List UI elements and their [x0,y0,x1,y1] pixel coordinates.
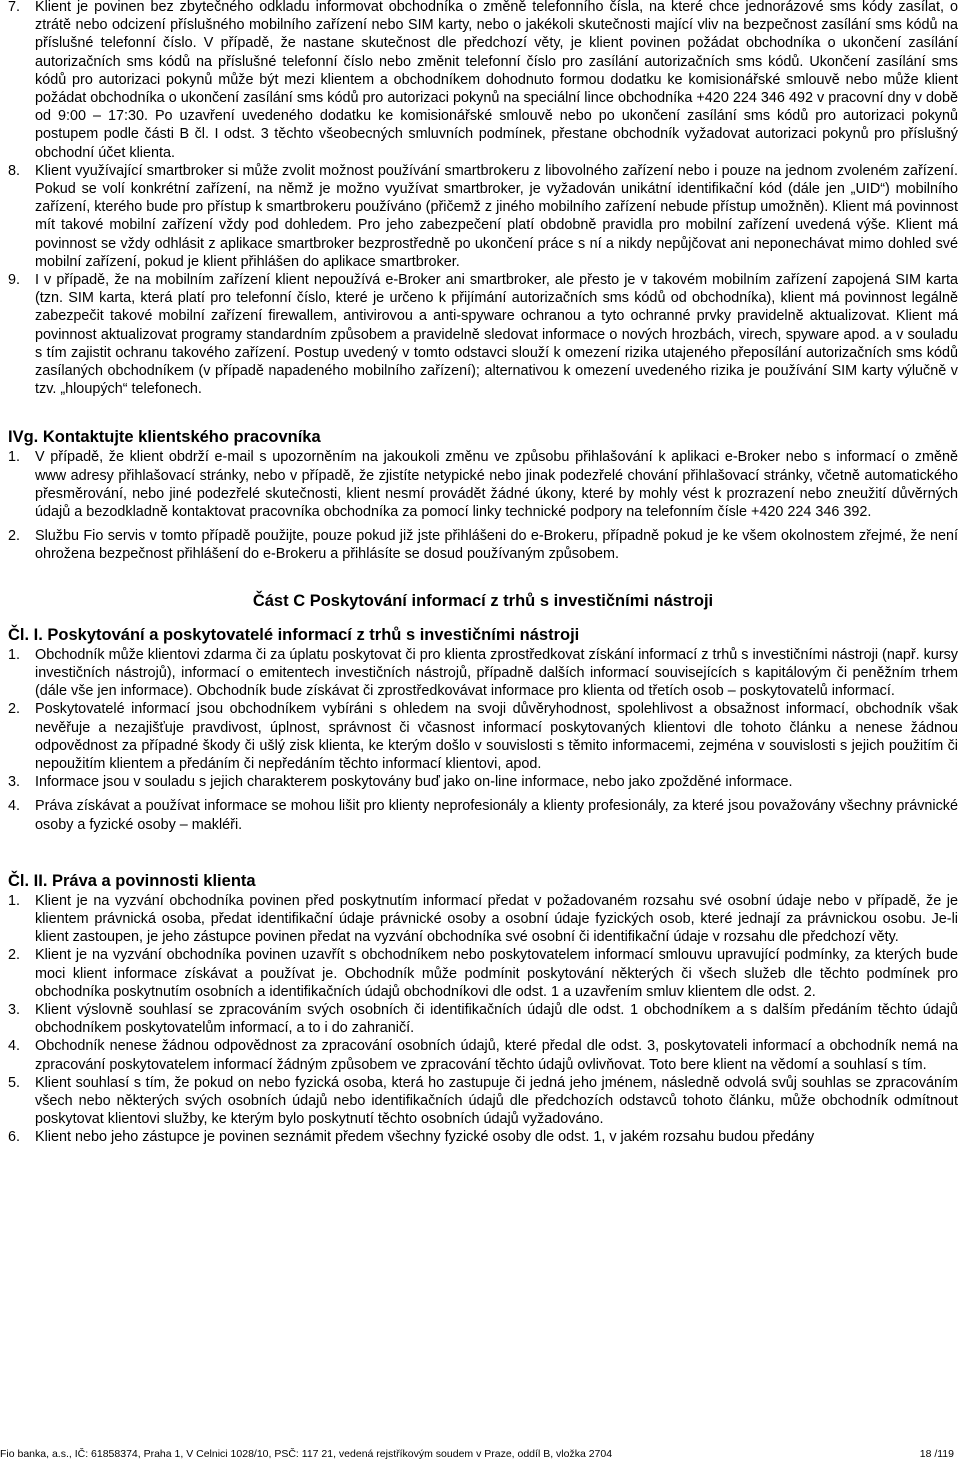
item-text: Klient výslovně souhlasí se zpracováním svých osobních či identifikačních údajů dle odst. 1 obchodníkem a s dalším předáním těchto údajů obchodníkem poskytovatelům informací, a to i do zahraničí. [35,1001,958,1037]
item-number: 6. [8,1129,21,1146]
list-item [8,1074,958,1129]
page-number: 18 /119 [919,1448,954,1460]
list-item [8,448,958,521]
section-c1-items [8,646,958,834]
item-number: 4. [8,1038,21,1055]
list-item [8,946,958,1001]
item-text: Obchodník může klientovi zdarma či za úplatu poskytovat či pro klienta zprostředkovat získání informací z trhů s investičními nástroji (např. kursy investičních nástrojů), informací o emitentech investičních nástrojů, případně dalších informací souvisejících s kapitálovým či peněžním trhem (dále vše jen informace). Obchodník bude získávat či zprostředkovávat informace pro klienta od třetích osob – poskytovatelů informací. [35,646,958,700]
item-text: Informace jsou v souladu s jejich charakterem poskytovány buď jako on-line informace, nebo jako zpožděné informace. [35,774,793,791]
list-item [8,162,958,271]
item-text: I v případě, že na mobilním zařízení klient nepoužívá e-Broker ani smartbroker, ale přesto je v takovém mobilním zařízení zapojená SIM karta (tzn. SIM karta, která platí pro telefonní číslo, které je určeno k přijímání autorizačních sms kódů od obchodníka), klient má povinnost legálně zabezpečit takové mobilní zařízení firewallem, antivirovou a anti-spyware ochranou a tyto ochranné prvky pravidelně aktualizovat. Klient má povinnost aktualizovat programy standardním způsobem a pravidelně sledovat informace o nových hrozbách, virech, spyware apod. a v souladu s tím zajistit ochranu takového zařízení. Postup uvedený v tomto odstavci slouží k omezení rizika utajeného přeposílání autorizačních sms kódů zasílaných obchodníkem (v případě napadeného mobilního zařízení); alternativou k omezení uvedeného rizika je používání SIM karty výlučně v tzv. „hloupých“ telefonech. [35,272,958,398]
section-c1-heading: Čl. I. Poskytování a poskytovatelé informací z trhů s investičními nástroji [8,625,580,644]
list-item [8,773,958,791]
item-number: 5. [8,1074,21,1091]
item-text: Klient je povinen bez zbytečného odkladu informovat obchodníka o změně telefonního čísla, na které chce jednorázové sms kódy zasílat, o ztrátě nebo odcizení příslušného mobilního zařízení nebo SIM karty, nebo o jakékoli skutečnosti mající vliv na bezpečnost zasílání sms kódů na příslušné telefonní číslo. V případě, že nastane skutečnost dle předchozí věty, je klient povinen požádat obchodníka o ukončení zasílání autorizačních sms kódů na příslušné telefonní číslo nebo změnit telefonní číslo pro zasílání autorizačních sms kódů. Ukončení zasílání sms kódů pro autorizaci pokynů může být mezi klientem a obchodníkem dohodnuto formou dodatku ke komisionářské smlouvě nebo může klient požádat obchodníka o ukončení zasílání sms kódů pro autorizaci pokynů na speciální lince obchodníka +420 224 346 492 v pracovní dny v době od 9:00 – 17:30. Po uzavření uvedeného dodatku ke komisionářské smlouvě nebo po ukončení zasílání sms kódů pro autorizaci pokynů postupem podle části B čl. I odst. 3 těchto všeobecných smluvních podmínek, přestane obchodník vyžadovat autorizaci pokynů pro příslušný obchodní účet klienta. [35,0,958,161]
item-text: Obchodník nenese žádnou odpovědnost za zpracování osobních údajů, které předal dle odst. 3, poskytovateli informací a obchodník nemá na zpracování poskytovatelem informací žádným způsobem ve zpracování těchto údajů ovlivňovat. Toto bere klient na vědomí a souhlasí s tím. [35,1038,958,1073]
item-number: 2. [8,947,21,964]
list-item [8,892,958,947]
list-item [8,1037,958,1073]
item-number: 1. [8,646,21,663]
list-item [8,527,958,563]
item-number: 7. [8,0,21,15]
list-item [8,271,958,398]
list-item [8,0,958,162]
section-ivg-items [8,448,958,563]
item-text: Klient souhlasí s tím, že pokud on nebo fyzická osoba, která ho zastupuje či jedná jeho jménem, následně odvolá svůj souhlas se zpracováním všech nebo některých svých osobních údajů nebo identifikačních údajů dle předchozích odstavců tohoto článku, může obchodník odmítnout poskytovat klientovi služby, ke kterým bylo poskytnutí těchto osobních údajů vyžadováno. [35,1074,958,1128]
item-text: Klient využívající smartbroker si může zvolit možnost používání smartbrokeru z libovolného zařízení nebo i pouze na jednom zvoleném zařízení. Pokud se volí konkrétní zařízení, na němž je možno využívat smartbroker, je vyžadován unikátní identifikační kód (dále jen „UID“) mobilního zařízení, kterého bude pro přístup k smartbrokeru používáno (přičemž z jiného mobilního zařízení nebude přístup umožněn). Klient má povinnost mít takové mobilní zařízení vždy pod dohledem. Pro jeho zabezpečení platí obdobně pravidla pro mobilní zařízení uvedená výše. Klient má povinnost se vždy odhlásit z aplikace smartbroker bezprostředně po ukončení práce s ní a nikdy nepůjčovat ani neponechávat mimo dohled své mobilní zařízení, pokud je klient přihlášen do aplikace smartbroker. [35,162,958,270]
item-number: 8. [8,162,21,179]
list-item [8,1001,958,1037]
footer-company-info: Fio banka, a.s., IČ: 61858374, Praha 1, V Celnici 1028/10, PSČ: 117 21, vedená rejstříkovým soudem v Praze, oddíl B, vložka 2704 [0,1448,613,1460]
item-text: Službu Fio servis v tomto případě použijte, pouze pokud již jste přihlášeni do e-Brokeru, případně pokud je ke všem okolnostem zřejmé, že není ohrožena bezpečnost přihlášení do e-Brokeru a přihlásíte se dosud používaným způsobem. [35,528,958,563]
item-text: V případě, že klient obdrží e-mail s upozorněním na jakoukoli změnu ve způsobu přihlašování k aplikaci e-Broker nebo s informací o změně www adresy přihlašovací stránky, nebo v případě, že zjistíte netypické nebo jinak podezřelé chování přihlašovací stránky, včetně automatického přesměrování, nebo jiné podezřelé skutečnosti, klient nesmí provádět žádné úkony, které by mohly vést k prozrazení nebo zneužití důvěrných údajů a bezodkladně kontaktovat pracovníka obchodníka za pomocí linky technické podpory na telefonním čísle +420 224 346 392. [35,449,958,521]
section-iv-items [8,0,958,398]
page-content [8,0,958,1147]
item-number: 1. [8,892,21,909]
part-c-heading: Část C Poskytování informací z trhů s investičními nástroji [252,591,714,610]
item-text: Klient je na vyzvání obchodníka povinen před poskytnutím informací předat v požadovaném rozsahu své osobní údaje nebo v případě, že je klientem právnická osoba, předat identifikační údaje právnické osoby a osobní údaje fyzických osob, které jednají za právnickou osobu. Je-li klient zastoupen, je jeho zástupce povinen předat na vyzvání obchodníka své osobní či identifikační údaje v rozsahu dle předchozí věty. [35,892,958,946]
item-text: Práva získávat a používat informace se mohou lišit pro klienty neprofesionály a klienty profesionály, za které jsou považovány všechny právnické osoby a fyzické osoby – makléři. [35,798,958,833]
item-number: 1. [8,449,21,466]
item-text: Klient nebo jeho zástupce je povinen seznámit předem všechny fyzické osoby dle odst. 1, v jakém rozsahu budou předány [35,1129,815,1146]
item-text: Poskytovatelé informací jsou obchodníkem vybíráni s ohledem na svoji důvěryhodnost, spolehlivost a obsažnost informací, obchodník však nevěřuje a nezajišťuje pravdivost, úplnost, správnost či včasnost informací poskytovaných klientovi dle tohoto článku a nenese žádnou odpovědnost za případné škody či ušlý zisk klienta, ke kterým došlo v souvislosti s těmito informacemi, zejména v souvislosti s jejich použitím či nepoužitím klientem a předáním či nepředáním těchto informací klientovi, apod. [35,701,958,772]
section-ivg-heading: IVg. Kontaktujte klientského pracovníka [8,428,321,447]
list-item [8,700,958,773]
list-item [8,646,958,701]
item-number: 9. [8,272,21,289]
section-c2-items [8,892,958,1147]
item-number: 2. [8,701,21,718]
list-item [8,797,958,833]
section-c2-heading: Čl. II. Práva a povinnosti klienta [8,871,256,890]
item-number: 4. [8,798,21,815]
list-item [8,1128,958,1146]
item-number: 2. [8,528,21,545]
item-number: 3. [8,774,21,791]
item-text: Klient je na vyzvání obchodníka povinen uzavřít s obchodníkem nebo poskytovatelem informací smlouvu upravující podmínky, za kterých bude moci klient informace získávat a používat je. Obchodník může podmínit poskytování některých či všech služeb dle těchto podmínek pro obchodníka poskytnutím osobních a identifikačních údajů obchodníkovi dle odst. 1 a uzavřením smluv klientem dle odst. 2. [35,947,958,1000]
item-number: 3. [8,1001,21,1018]
